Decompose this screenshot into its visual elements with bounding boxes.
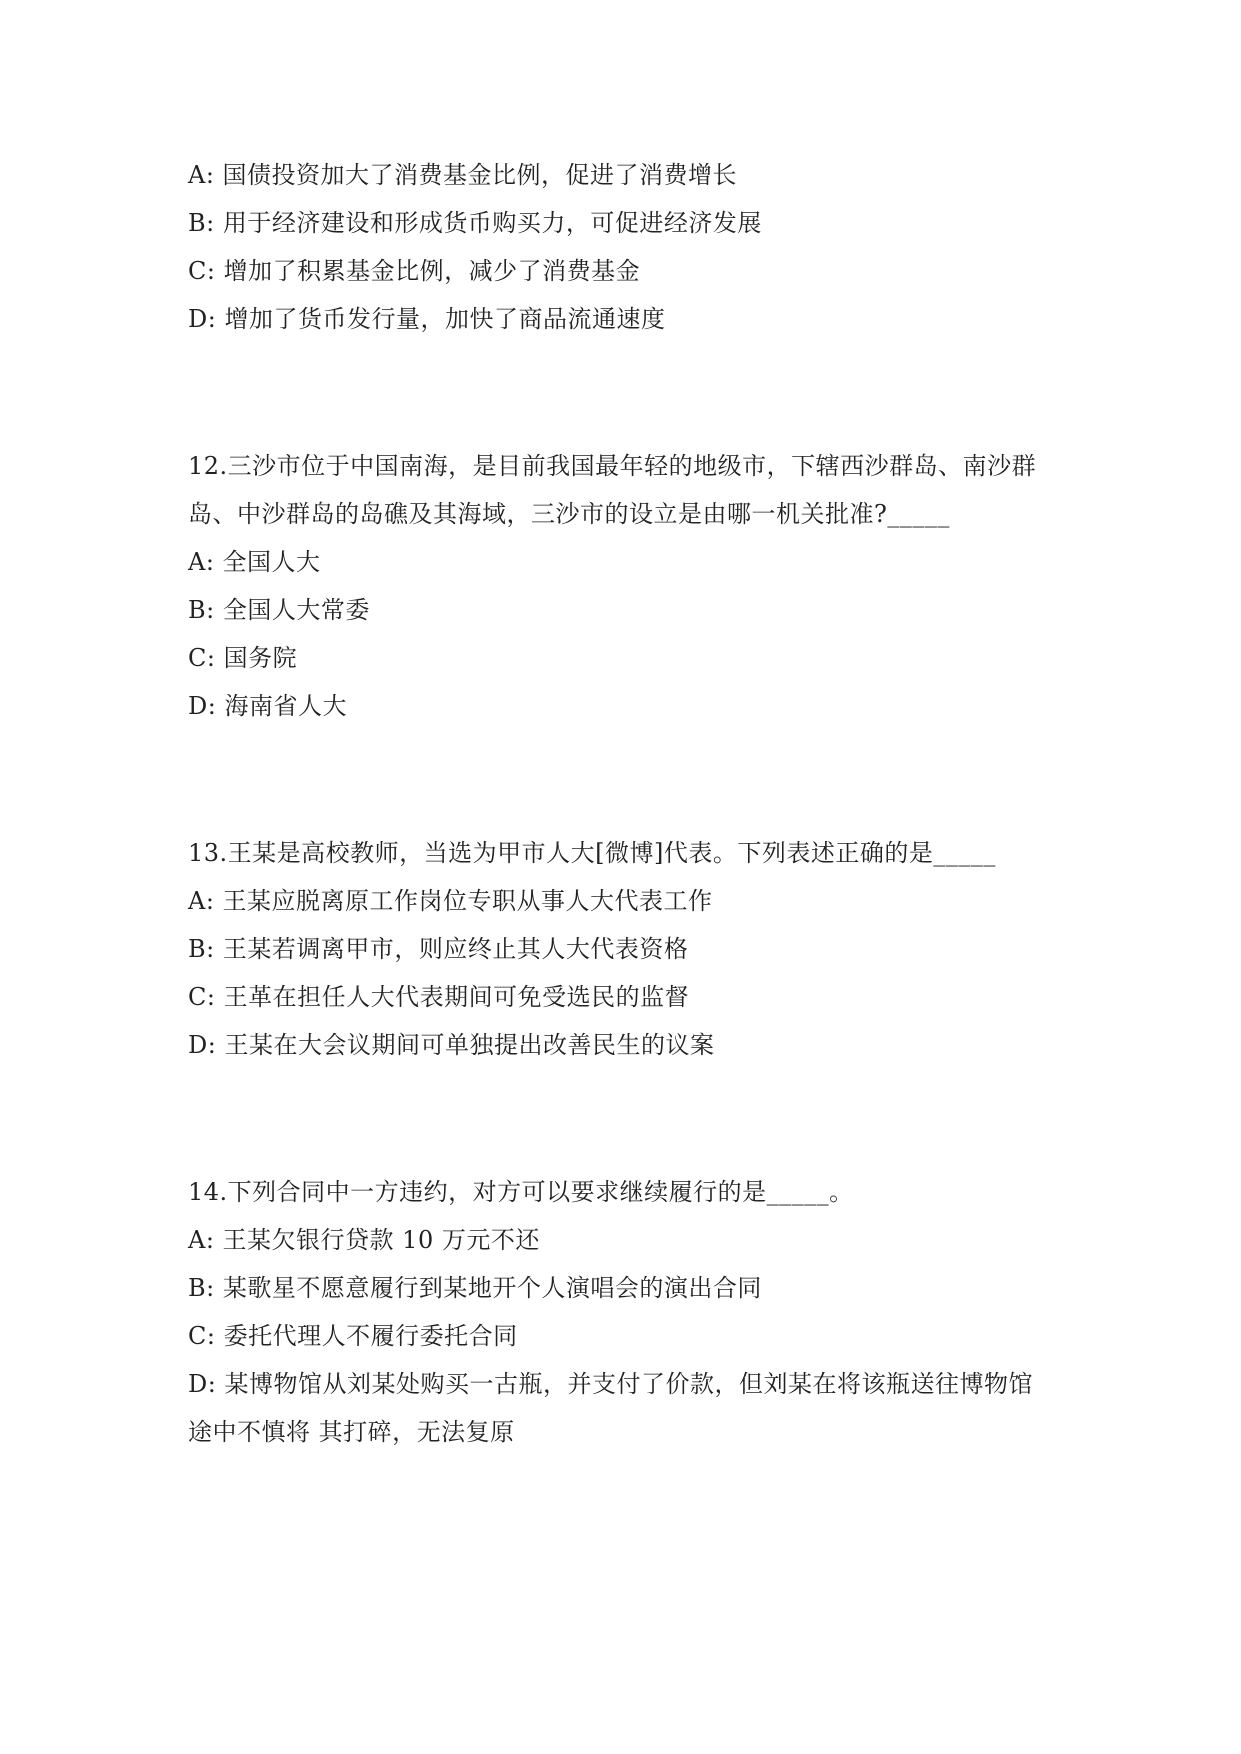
q14-option-d-line2: 途中不慎将 其打碎，无法复原 — [188, 1418, 515, 1446]
q14-stem-line1: 14.下列合同中一方违约，对方可以要求继续履行的是_____。 — [188, 1178, 854, 1206]
q13-option-c: C: 王革在担任人大代表期间可免受选民的监督 — [188, 983, 690, 1011]
q13-option-b: B: 王某若调离甲市，则应终止其人大代表资格 — [188, 935, 689, 963]
q14-option-c: C: 委托代理人不履行委托合同 — [188, 1322, 518, 1350]
q11-option-d: D: 增加了货币发行量，加快了商品流通速度 — [188, 305, 666, 333]
q12-option-c: C: 国务院 — [188, 644, 298, 672]
q11-option-b: B: 用于经济建设和形成货币购买力，可促进经济发展 — [188, 209, 762, 237]
q11-option-c: C: 增加了积累基金比例，减少了消费基金 — [188, 257, 641, 285]
q14-option-b: B: 某歌星不愿意履行到某地开个人演唱会的演出合同 — [188, 1274, 762, 1302]
q12-option-b: B: 全国人大常委 — [188, 596, 370, 624]
q12-stem-line1: 12.三沙市位于中国南海，是目前我国最年轻的地级市，下辖西沙群岛、南沙群 — [188, 452, 1037, 480]
q13-option-d: D: 王某在大会议期间可单独提出改善民生的议案 — [188, 1031, 715, 1059]
q14-option-d: D: 某博物馆从刘某处购买一古瓶，并支付了价款，但刘某在将该瓶送往博物馆 — [188, 1370, 1033, 1398]
q12-stem-line2: 岛、中沙群岛的岛礁及其海域，三沙市的设立是由哪一机关批准?_____ — [188, 500, 950, 528]
q12-option-d: D: 海南省人大 — [188, 692, 347, 720]
q14-option-a: A: 王某欠银行贷款 10 万元不还 — [188, 1226, 540, 1254]
q12-option-a: A: 全国人大 — [188, 548, 321, 576]
q11-option-a: A: 国债投资加大了消费基金比例，促进了消费增长 — [188, 161, 738, 189]
q13-stem-line1: 13.王某是高校教师，当选为甲市人大[微博]代表。下列表述正确的是_____ — [188, 839, 996, 867]
q13-option-a: A: 王某应脱离原工作岗位专职从事人大代表工作 — [188, 887, 713, 915]
